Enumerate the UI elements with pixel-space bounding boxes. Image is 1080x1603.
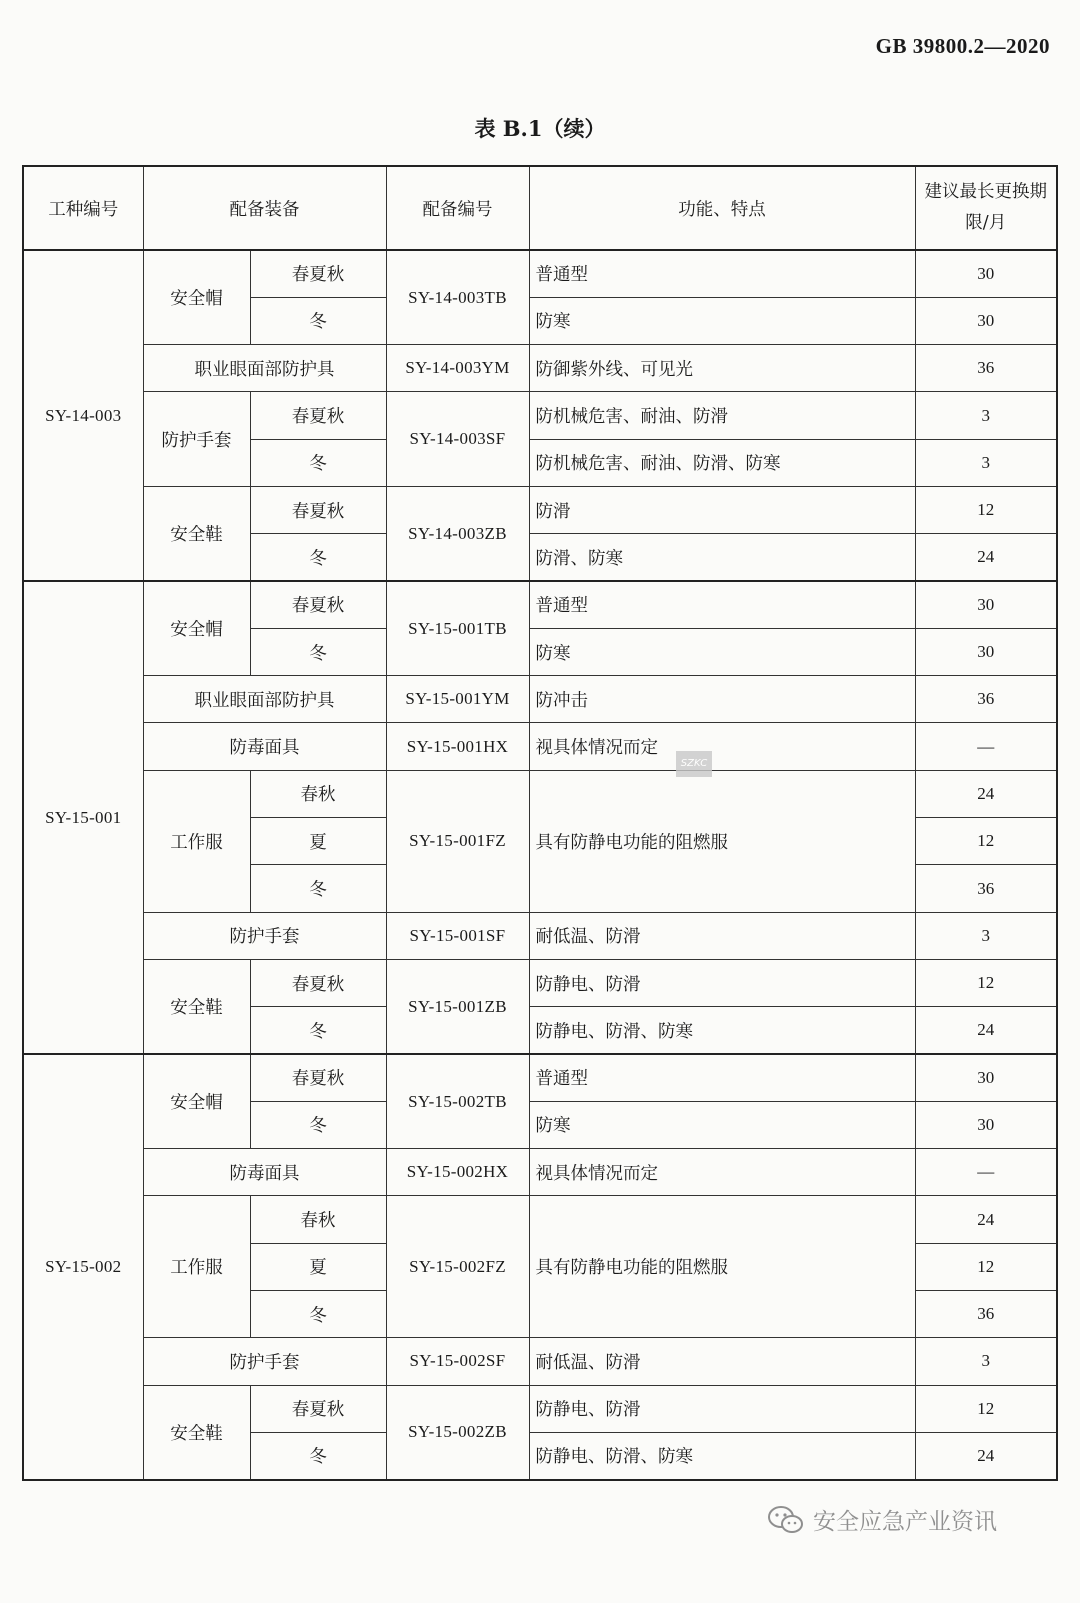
equipment-name: 安全鞋	[143, 959, 250, 1054]
period-cell: 24	[915, 1432, 1057, 1480]
table-row	[23, 1054, 1057, 1101]
feature-cell: 防静电、防滑、防寒	[529, 1007, 915, 1054]
equipment-code: SY-15-002SF	[386, 1338, 529, 1385]
period-cell: 12	[915, 959, 1057, 1006]
table-row	[23, 392, 1057, 439]
season-cell: 春夏秋	[250, 1054, 386, 1101]
equipment-name: 职业眼面部防护具	[143, 676, 386, 723]
watermark	[767, 1503, 997, 1536]
equipment-name: 工作服	[143, 770, 250, 912]
equipment-code: SY-15-001HX	[386, 723, 529, 770]
season-cell: 夏	[250, 818, 386, 865]
period-cell: 36	[915, 676, 1057, 723]
table-row	[23, 959, 1057, 1006]
period-cell: 3	[915, 439, 1057, 486]
table-body	[23, 250, 1057, 1480]
equipment-code: SY-15-002FZ	[386, 1196, 529, 1338]
feature-cell: 具有防静电功能的阻燃服	[529, 1196, 915, 1338]
table-title: 表 B.1（续）	[474, 116, 606, 141]
period-cell: 24	[915, 534, 1057, 581]
season-cell: 冬	[250, 534, 386, 581]
feature-cell: 耐低温、防滑	[529, 1338, 915, 1385]
equipment-name: 安全帽	[143, 1054, 250, 1149]
feature-cell: 视具体情况而定	[529, 1149, 915, 1196]
table-row	[23, 486, 1057, 533]
feature-cell: 普通型	[529, 1054, 915, 1101]
season-cell: 春夏秋	[250, 392, 386, 439]
equipment-code: SY-15-001ZB	[386, 959, 529, 1054]
feature-cell: 防寒	[529, 297, 915, 344]
work-type-code: SY-14-003	[23, 250, 143, 581]
period-cell: 12	[915, 486, 1057, 533]
season-cell: 冬	[250, 865, 386, 912]
table-row	[23, 1385, 1057, 1432]
equipment-table	[22, 165, 1058, 1481]
feature-cell: 防滑	[529, 486, 915, 533]
table-row	[23, 912, 1057, 959]
equipment-name: 防护手套	[143, 1338, 386, 1385]
equipment-name: 安全鞋	[143, 486, 250, 581]
period-cell: 36	[915, 865, 1057, 912]
equipment-code: SY-15-002ZB	[386, 1385, 529, 1480]
feature-cell: 防静电、防滑、防寒	[529, 1432, 915, 1480]
wechat-icon	[767, 1505, 805, 1535]
period-cell: 3	[915, 1338, 1057, 1385]
table-row	[23, 250, 1057, 297]
season-cell: 春夏秋	[250, 250, 386, 297]
equipment-name: 安全鞋	[143, 1385, 250, 1480]
equipment-name: 安全帽	[143, 581, 250, 676]
equipment-code: SY-14-003TB	[386, 250, 529, 345]
season-cell: 春夏秋	[250, 959, 386, 1006]
header-code: 配备编号	[386, 166, 529, 250]
table-row	[23, 581, 1057, 628]
equipment-code: SY-15-001YM	[386, 676, 529, 723]
season-cell: 春夏秋	[250, 581, 386, 628]
feature-cell: 防冲击	[529, 676, 915, 723]
equipment-code: SY-14-003YM	[386, 345, 529, 392]
season-cell: 冬	[250, 1291, 386, 1338]
feature-cell: 防滑、防寒	[529, 534, 915, 581]
watermark-text: 安全应急产业资讯	[813, 1509, 997, 1535]
header-work-type: 工种编号	[23, 166, 143, 250]
season-cell: 夏	[250, 1243, 386, 1290]
feature-cell: 防寒	[529, 1101, 915, 1148]
table-row	[23, 676, 1057, 723]
period-cell: 30	[915, 250, 1057, 297]
header-equipment: 配备装备	[143, 166, 386, 250]
header-feature: 功能、特点	[529, 166, 915, 250]
period-cell: 30	[915, 297, 1057, 344]
header-period: 建议最长更换期限/月	[915, 166, 1057, 250]
season-cell: 春夏秋	[250, 486, 386, 533]
period-cell: 24	[915, 1196, 1057, 1243]
equipment-code: SY-15-001FZ	[386, 770, 529, 912]
period-cell: 36	[915, 1291, 1057, 1338]
period-cell: 30	[915, 628, 1057, 675]
table-row	[23, 1149, 1057, 1196]
standard-number: GB 39800.2—2020	[875, 34, 1050, 58]
equipment-name: 安全帽	[143, 250, 250, 345]
equipment-code: SY-15-001TB	[386, 581, 529, 676]
table-row	[23, 345, 1057, 392]
equipment-code: SY-14-003SF	[386, 392, 529, 487]
feature-cell: 防静电、防滑	[529, 1385, 915, 1432]
equipment-name: 防护手套	[143, 392, 250, 487]
period-cell: —	[915, 1149, 1057, 1196]
table-row	[23, 1338, 1057, 1385]
period-cell: 3	[915, 392, 1057, 439]
feature-cell: 视具体情况而定	[529, 723, 915, 770]
season-cell: 冬	[250, 297, 386, 344]
season-cell: 冬	[250, 1432, 386, 1480]
feature-cell: 防机械危害、耐油、防滑、防寒	[529, 439, 915, 486]
period-cell: —	[915, 723, 1057, 770]
period-cell: 3	[915, 912, 1057, 959]
feature-cell: 具有防静电功能的阻燃服	[529, 770, 915, 912]
work-type-code: SY-15-002	[23, 1054, 143, 1480]
period-cell: 24	[915, 1007, 1057, 1054]
equipment-name: 职业眼面部防护具	[143, 345, 386, 392]
feature-cell: 防御紫外线、可见光	[529, 345, 915, 392]
period-cell: 12	[915, 818, 1057, 865]
period-cell: 12	[915, 1385, 1057, 1432]
season-cell: 冬	[250, 1007, 386, 1054]
feature-cell: 普通型	[529, 581, 915, 628]
period-cell: 30	[915, 581, 1057, 628]
table-row	[23, 723, 1057, 770]
season-cell: 冬	[250, 628, 386, 675]
feature-cell: 防机械危害、耐油、防滑	[529, 392, 915, 439]
season-cell: 春秋	[250, 1196, 386, 1243]
work-type-code: SY-15-001	[23, 581, 143, 1054]
season-cell: 春夏秋	[250, 1385, 386, 1432]
equipment-code: SY-15-002TB	[386, 1054, 529, 1149]
period-cell: 30	[915, 1054, 1057, 1101]
period-cell: 30	[915, 1101, 1057, 1148]
table-row	[23, 770, 1057, 817]
feature-cell: 耐低温、防滑	[529, 912, 915, 959]
table-header-row	[23, 166, 1057, 250]
season-cell: 冬	[250, 439, 386, 486]
period-cell: 36	[915, 345, 1057, 392]
feature-cell: 普通型	[529, 250, 915, 297]
stamp-mark: SZKC	[676, 751, 712, 777]
period-cell: 12	[915, 1243, 1057, 1290]
equipment-code: SY-15-002HX	[386, 1149, 529, 1196]
feature-cell: 防静电、防滑	[529, 959, 915, 1006]
table-row	[23, 1196, 1057, 1243]
season-cell: 冬	[250, 1101, 386, 1148]
feature-cell: 防寒	[529, 628, 915, 675]
equipment-name: 防毒面具	[143, 723, 386, 770]
equipment-name: 工作服	[143, 1196, 250, 1338]
equipment-code: SY-14-003ZB	[386, 486, 529, 581]
equipment-name: 防护手套	[143, 912, 386, 959]
equipment-code: SY-15-001SF	[386, 912, 529, 959]
equipment-name: 防毒面具	[143, 1149, 386, 1196]
period-cell: 24	[915, 770, 1057, 817]
season-cell: 春秋	[250, 770, 386, 817]
